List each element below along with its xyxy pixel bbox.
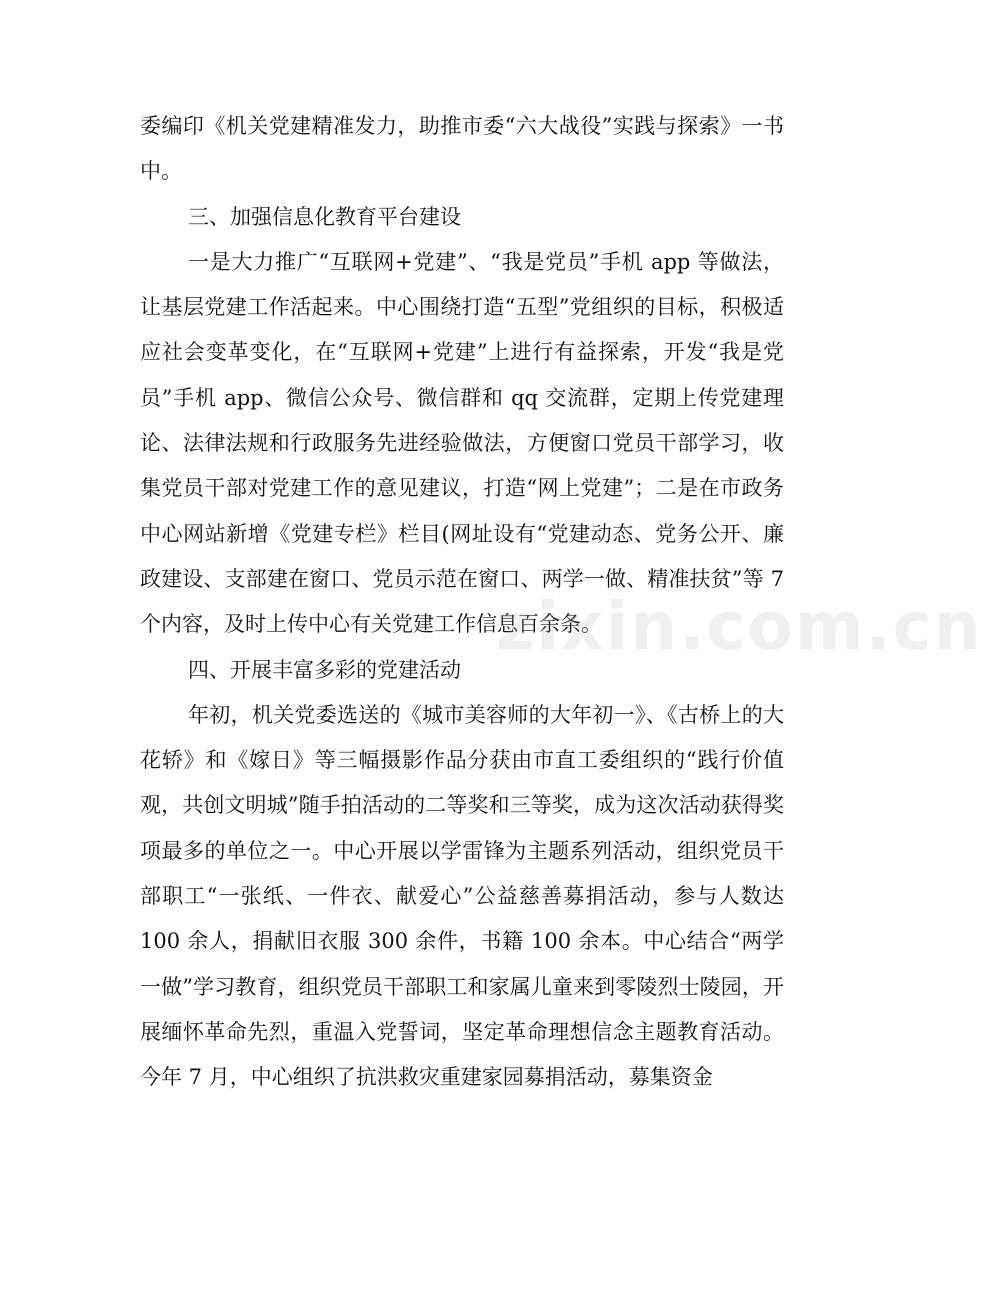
document-body xyxy=(140,104,784,1101)
paragraph-informatization: 一是大力推广“互联网+党建”、“我是党员”手机 app 等做法，让基层党建工作活起来。中心围绕打造“五型”党组织的目标，积极适应社会变革变化，在“互联网+党建”上进行有益探索，开发“我是党员”手机 app、微信公众号、微信群和 qq 交流群，定期上传党建理论、法律法规和行政服务先进经验做法，方便窗口党员干部学习，收集党员干部对党建工作的意见建议，打造“网上党建”；二是在市政务中心网站新增《党建专栏》栏目(网址设有“党建动态、党务公开、廉政建设、支部建在窗口、党员示范在窗口、两学一做、精准扶贫”等 7 个内容，及时上传中心有关党建工作信息百余条。 xyxy=(140,249,784,637)
section-heading-4: 四、开展丰富多彩的党建活动 xyxy=(188,657,461,682)
watermark: zixin.com.cn xyxy=(496,588,983,665)
section-heading-3: 三、加强信息化教育平台建设 xyxy=(188,204,461,229)
paragraph-activities: 年初，机关党委选送的《城市美容师的大年初一》、《古桥上的大花轿》和《嫁日》等三幅摄影作品分获由市直工委组织的“践行价值观，共创文明城”随手拍活动的二等奖和三等奖，成为这次活动获得奖项最多的单位之一。中心开展以学雷锋为主题系列活动，组织党员干部职工“一张纸、一件衣、献爱心”公益慈善募捐活动，参与人数达 100 余人，捐献旧衣服 300 余件，书籍 100 余本。中心结合“两学一做”学习教育，组织党员干部职工和家属儿童来到零陵烈士陵园，开展缅怀革命先烈，重温入党誓词，坚定革命理想信念主题教育活动。今年 7 月，中心组织了抗洪救灾重建家园募捐活动，募集资金 xyxy=(140,702,784,1090)
paragraph-continuation: 委编印《机关党建精准发力，助推市委“六大战役”实践与探索》一书中。 xyxy=(140,114,784,184)
